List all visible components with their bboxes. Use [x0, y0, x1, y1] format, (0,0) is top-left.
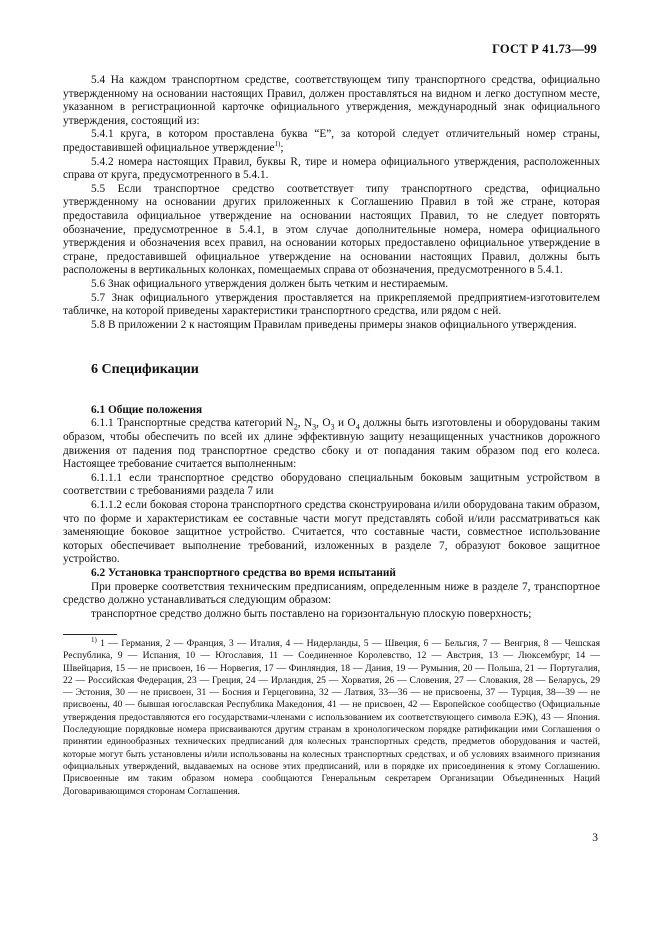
paragraph-6-2-b: транспортное средство должно быть поставлено на горизонтальную плоскую поверхность;	[91, 607, 532, 620]
document-header: ГОСТ Р 41.73—99	[492, 42, 597, 56]
paragraph-5-4: 5.4 На каждом транспортном средстве, соответствующем типу транспортного средства, официально утвержденному на основании настоящих Правил, должен проставляться на видном и легко доступном месте, указанном в регистрационной карточке официального утверждения, международный знак официального утверждения, состоящий из:	[63, 74, 600, 127]
footnote-ref: 1)	[274, 140, 281, 149]
paragraph-6-1-1-1: 6.1.1.1 если транспортное средство оборудовано специальным боковым защитным устройством в соответствии с требованиями раздела 7 или	[63, 471, 600, 498]
paragraph-5-6: 5.6 Знак официального утверждения должен быть четким и нестираемым.	[91, 277, 449, 290]
subsection-6-2-title: 6.2 Установка транспортного средства во время испытаний	[91, 567, 396, 579]
footnote	[63, 635, 600, 798]
main-content	[63, 74, 600, 621]
paragraph-5-4-1: 5.4.1 круга, в котором проставлена буква “Е”, за которой следует отличительный номер страны, предоставившей официальное утверждение$^{1)}$;	[63, 128, 600, 154]
paragraph-6-1-1: 6.1.1 Транспортные средства категорий $N_2$, $N_3$, $O_3$ и $O_4$ должны быть изготовлены и оборудованы таким образом, чтобы обеспечить по всей их длине эффективную защиту незащищенных участников дорожного движения от падения под транспортное средство сбоку и от попадания таким образом под его колеса. Настоящее требование считается выполненным:	[63, 417, 600, 471]
footnote-divider	[63, 634, 117, 635]
paragraph-5-8: 5.8 В приложении 2 к настоящим Правилам приведены примеры знаков официального утверждения.	[91, 318, 577, 331]
paragraph-6-1-1-2: 6.1.1.2 если боковая сторона транспортного средства сконструирована и/или оборудована таким образом, что по форме и характеристикам ее составные части могут представлять собой и/или рассматриваться как заменяющие боковое защитное устройство. Считается, что составные части, совместное использование которых обеспечивает выполнение требований, изложенных в разделе 7, образуют боковое защитное устройство.	[63, 499, 600, 566]
paragraph-5-5: 5.5 Если транспортное средство соответствует типу транспортного средства, официально утвержденному на основании других приложенных к Соглашению Правил в той же стране, которая предоставила официальное утверждение на основании настоящих Правил, то не следует повторять обозначение, предусмотренное в 5.4.1, в этом случае дополнительные номера, номера официального утверждения и обозначения всех правил, на основании которых предоставлено официальное утверждение в стране, предоставившей официальное утверждение на основании настоящих Правил, должны быть расположены в вертикальных колонках, помещаемых справа от обозначения, предусмотренного в 5.4.1.	[63, 182, 600, 277]
paragraph-5-4-2: 5.4.2 номера настоящих Правил, буквы R, тире и номера официального утверждения, расположенных справа от круга, предусмотренного в 5.4.1.	[63, 155, 600, 182]
paragraph-6-2-a: При проверке соответствия техническим предписаниям, определенным ниже в разделе 7, транспортное средство должно устанавливаться следующим образом:	[63, 580, 600, 607]
footnote-text: $^{1)}$ 1 — Германия, 2 — Франция, 3 — Италия, 4 — Нидерланды, 5 — Швеция, 6 — Бельгия, 7 — Венгрия, 8 — Чешская Республика, 9 — Испания, 10 — Югославия, 11 — Соединенное Королевство, 12 — Австрия, 13 — Люксембург, 14 — Швейцария, 15 — не присвоен, 16 — Норвегия, 17 — Финляндия, 18 — Дания, 19 — Румыния, 20 — Польша, 21 — Португалия, 22 — Российская Федерация, 23 — Греция, 24 — Ирландия, 25 — Хорватия, 26 — Словения, 27 — Словакия, 28 — Беларусь, 29 — Эстония, 30 — не присвоен, 31 — Босния и Герцеговина, 32 — Латвия, 33—36 — не присвоены, 37 — Турция, 38—39 — не присвоены, 40 — бывшая югославская Республика Македония, 41 — не присвоен, 42 — Европейское сообщество (Официальные утверждения предоставляются его государствами-членами с использованием их соответствующего символа ЕЭК), 43 — Япония. Последующие порядковые номера присваиваются другим странам в хронологическом порядке ратификации ими Соглашения о принятии единообразных технических предписаний для колесных транспортных средств, предметов оборудования и частей, которые могут быть установлены и/или использованы на колесных транспортных средствах, и об условиях взаимного признания официальных утверждений, выдаваемых на основе этих предписаний, или в порядке их присоединения к этому Соглашению. Присвоенные им таким образом номера сообщаются Генеральным секретарем Организации Объединенных Наций Договаривающимся сторонам Соглашения.	[63, 635, 600, 797]
paragraph-5-7: 5.7 Знак официального утверждения проставляется на прикрепляемой предприятием-изготовителем табличке, на которой приведены характеристики транспортного средства, или рядом с ней.	[63, 291, 600, 318]
page-number: 3	[592, 832, 598, 844]
footnote-marker: 1)	[91, 635, 97, 644]
section-title: 6 Спецификации	[91, 362, 199, 378]
subsection-6-1-title: 6.1 Общие положения	[91, 403, 203, 416]
